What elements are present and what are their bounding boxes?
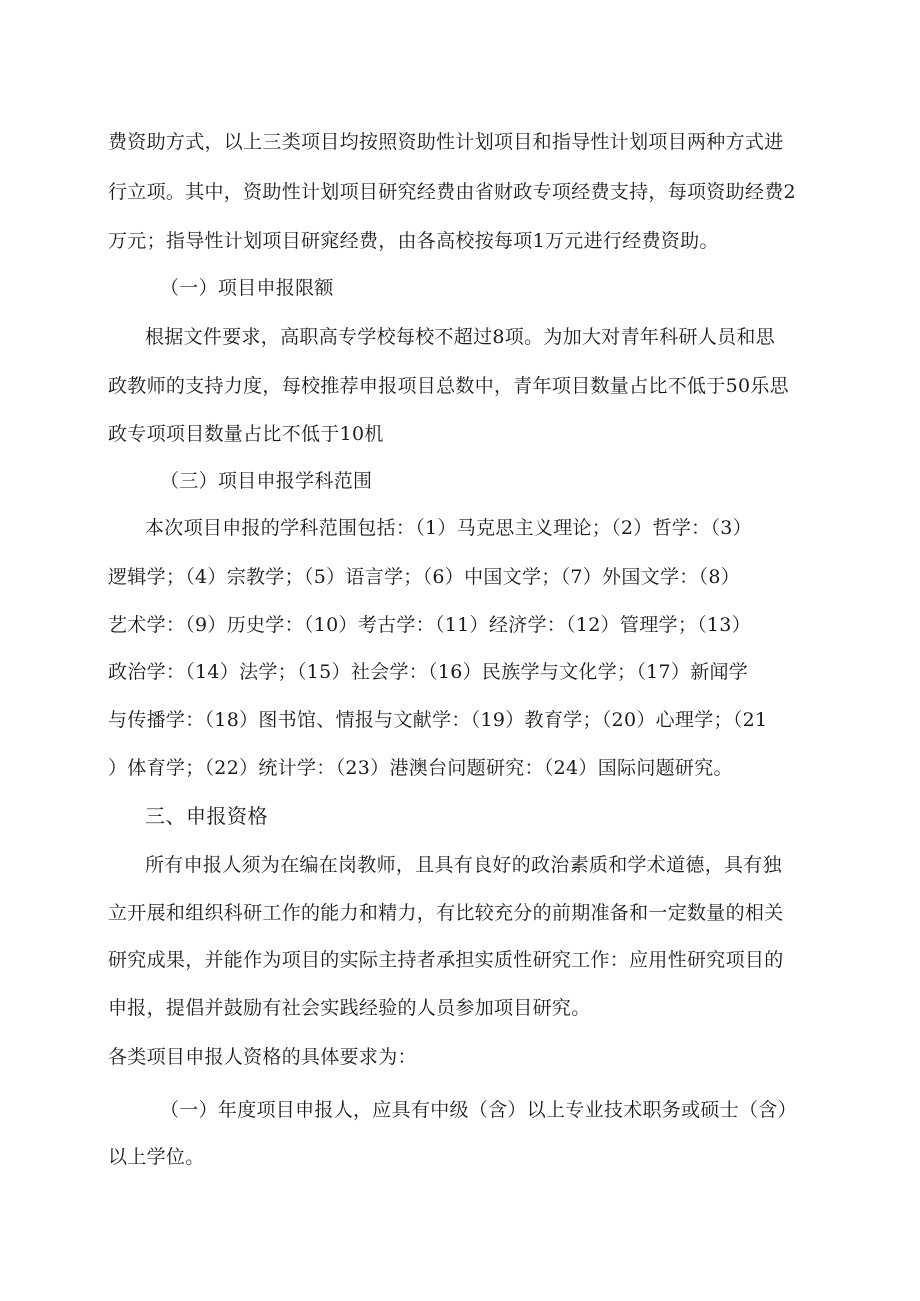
paragraph-line: 与传播学：（18）图书馆、情报与文献学：（19）教育学；（20）心理学；（21 [108, 709, 768, 731]
paragraph-line: 艺术学：（9）历史学：（10）考古学：（11）经济学：（12）管理学；（13） [108, 614, 751, 636]
section-heading: 三、申报资格 [145, 804, 268, 828]
paragraph-line: 各类项目申报人资格的具体要求为： [108, 1046, 417, 1068]
subheading-limit: （一）项目申报限额 [160, 277, 334, 299]
paragraph-line: 申报，提倡并鼓励有社会实践经验的人员参加项目研究。 [108, 997, 591, 1019]
paragraph-line: 本次项目申报的学科范围包括：（1）马克思主义理论；（2）哲学：（3） [145, 517, 752, 539]
paragraph-line: 根据文件要求，高职高专学校每校不超过8项。为加大对青年科研人员和思 [145, 326, 775, 348]
paragraph-line: 政治学：（14）法学；（15）社会学：（16）民族学与文化学；（17）新闻学 [108, 661, 749, 683]
paragraph-line: 费资助方式，以上三类项目均按照资助性计划项目和指导性计划项目两种方式进 [108, 131, 784, 153]
subheading-scope: （三）项目申报学科范围 [160, 470, 373, 492]
paragraph-line: （一）年度项目申报人，应具有中级（含）以上专业技术职务或硕士（含） [160, 1099, 797, 1121]
paragraph-line: 所有申报人须为在编在岗教师，且具有良好的政治素质和学术道德，具有独 [145, 854, 782, 876]
paragraph-line: 立开展和组织科研工作的能力和精力，有比较充分的前期准备和一定数量的相关 [108, 902, 784, 924]
paragraph-line: 政专项项目数量占比不低于10机 [108, 423, 384, 445]
paragraph-line: 行立项。其中，资助性计划项目研究经费由省财政专项经费支持，每项资助经费2 [108, 181, 796, 203]
paragraph-line: 万元；指导性计划项目研窕经费，由各高校按每项1万元进行经费资助。 [108, 230, 719, 252]
paragraph-line: ）体育学；（22）统计学：（23）港澳台问题研究：（24）国际问题研究。 [108, 757, 733, 779]
paragraph-line: 以上学位。 [108, 1146, 205, 1168]
paragraph-line: 逻辑学；（4）宗教学；（5）语言学；（6）中国文学；（7）外国文学：（8） [108, 566, 741, 588]
paragraph-line: 政教师的支持力度，每校推荐申报项目总数中，青年项目数量占比不低于50乐思 [108, 375, 789, 397]
paragraph-line: 研究成果，并能作为项目的实际主持者承担实质性研究工作：应用性研究项目的 [108, 949, 784, 971]
